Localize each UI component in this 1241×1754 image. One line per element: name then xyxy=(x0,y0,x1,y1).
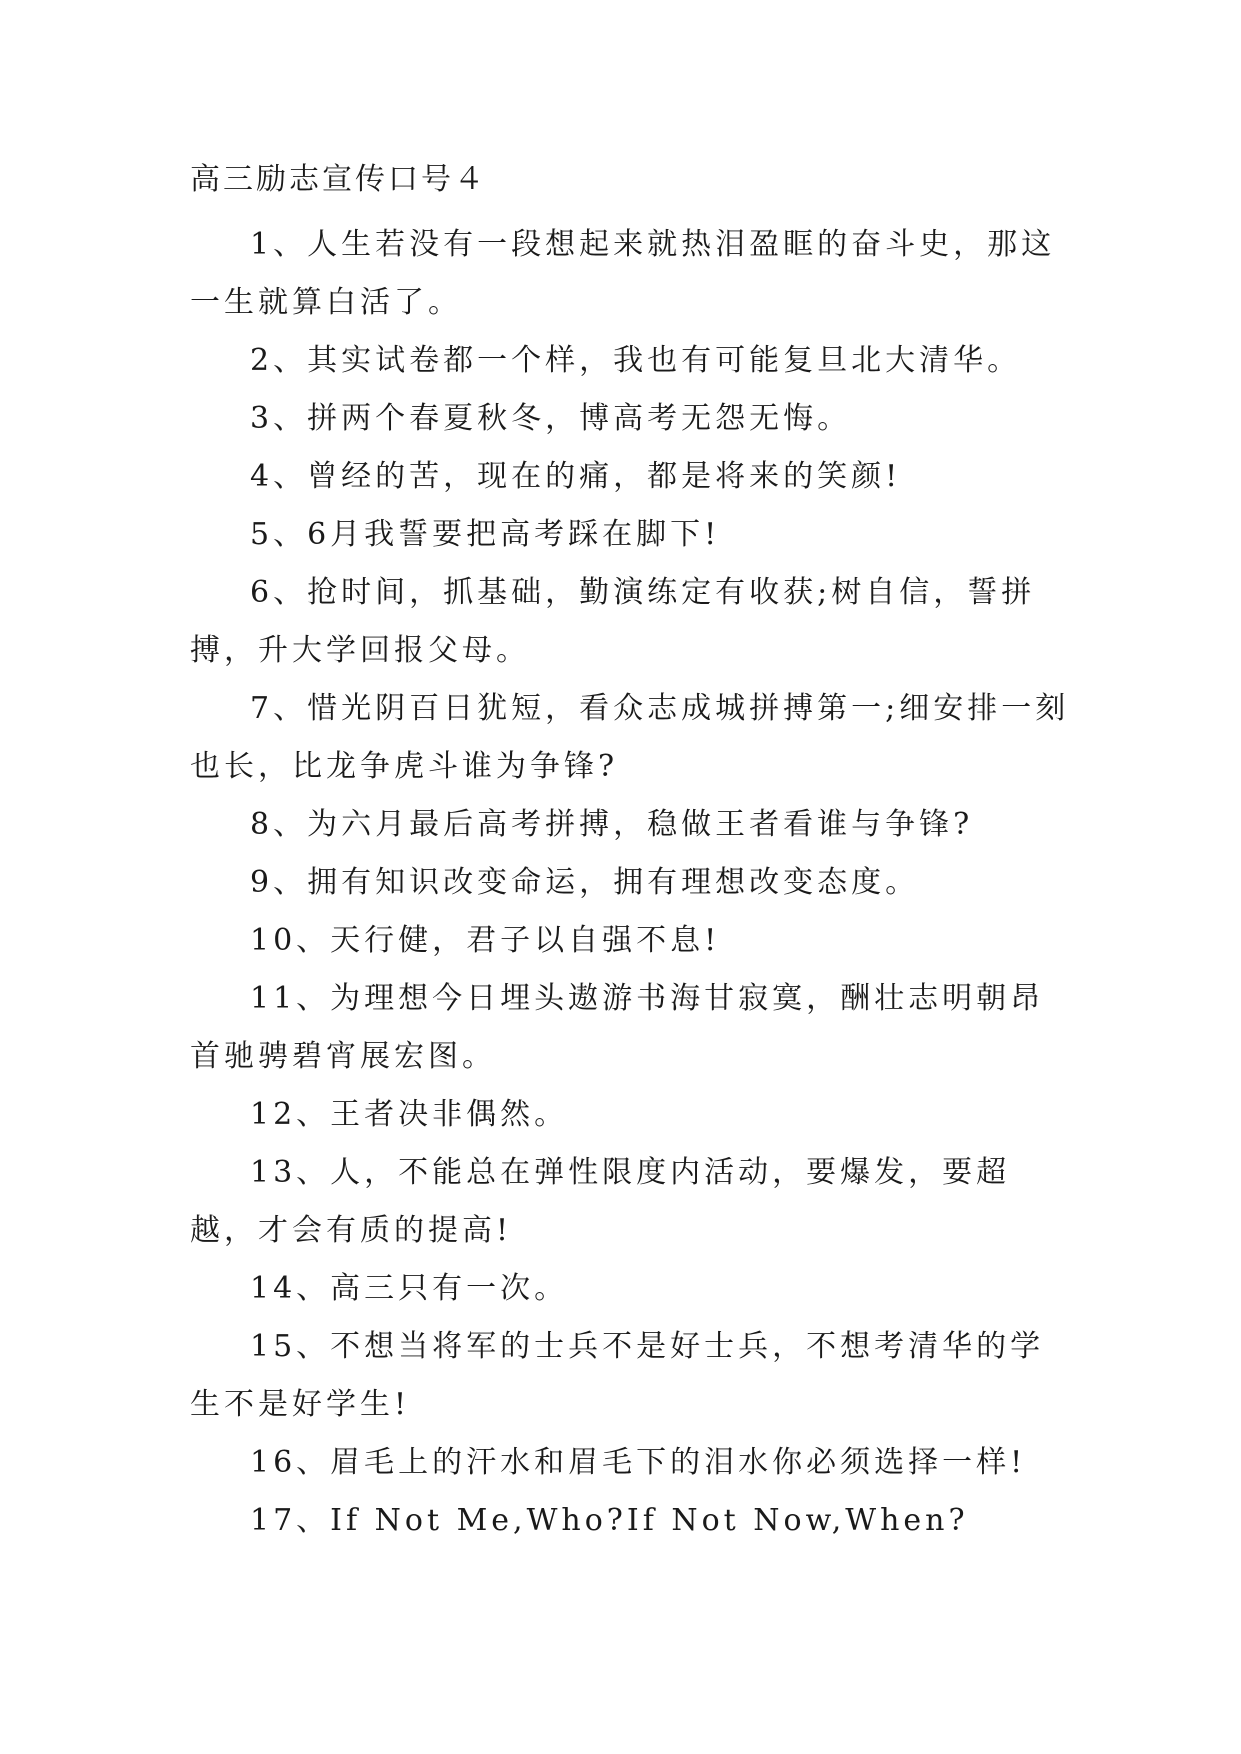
slogan-paragraph: 12、王者决非偶然。 xyxy=(250,1097,569,1132)
slogan-paragraph: 10、天行健，君子以自强不息! xyxy=(250,923,721,958)
slogan-paragraph: 11、为理想今日埋头遨游书海甘寂寞，酬壮志明朝昂首驰骋碧宵展宏图。 xyxy=(190,981,1045,1074)
document-title: 高三励志宣传口号４ xyxy=(190,162,487,197)
document-body xyxy=(190,216,1070,1550)
slogan-paragraph: 15、不想当将军的士兵不是好士兵，不想考清华的学生不是好学生! xyxy=(190,1329,1045,1422)
slogan-paragraph: 8、为六月最后高考拼搏，稳做王者看谁与争锋? xyxy=(250,807,974,842)
slogan-paragraph: 2、其实试卷都一个样，我也有可能复旦北大清华。 xyxy=(250,343,1022,378)
slogan-paragraph: 14、高三只有一次。 xyxy=(250,1271,569,1306)
slogan-paragraph: 13、人，不能总在弹性限度内活动，要爆发，要超越，才会有质的提高! xyxy=(190,1155,1011,1248)
slogan-paragraph: 9、拥有知识改变命运，拥有理想改变态度。 xyxy=(250,865,920,900)
slogan-paragraph: 16、眉毛上的汗水和眉毛下的泪水你必须选择一样! xyxy=(250,1445,1027,1480)
slogan-paragraph: 3、拼两个春夏秋冬，博高考无怨无悔。 xyxy=(250,401,852,436)
slogan-paragraph: 17、If Not Me,Who?If Not Now,When? xyxy=(250,1503,969,1538)
slogan-paragraph: 4、曾经的苦，现在的痛，都是将来的笑颜! xyxy=(250,459,902,494)
slogan-paragraph: 6、抢时间，抓基础，勤演练定有收获;树自信，誓拼搏，升大学回报父母。 xyxy=(190,575,1036,668)
slogan-paragraph: 5、6月我誓要把高考踩在脚下! xyxy=(250,517,721,552)
slogan-paragraph: 1、人生若没有一段想起来就热泪盈眶的奋斗史，那这一生就算白活了。 xyxy=(190,227,1056,320)
slogan-paragraph: 7、惜光阴百日犹短，看众志成城拼搏第一;细安排一刻也长，比龙争虎斗谁为争锋? xyxy=(190,691,1070,784)
